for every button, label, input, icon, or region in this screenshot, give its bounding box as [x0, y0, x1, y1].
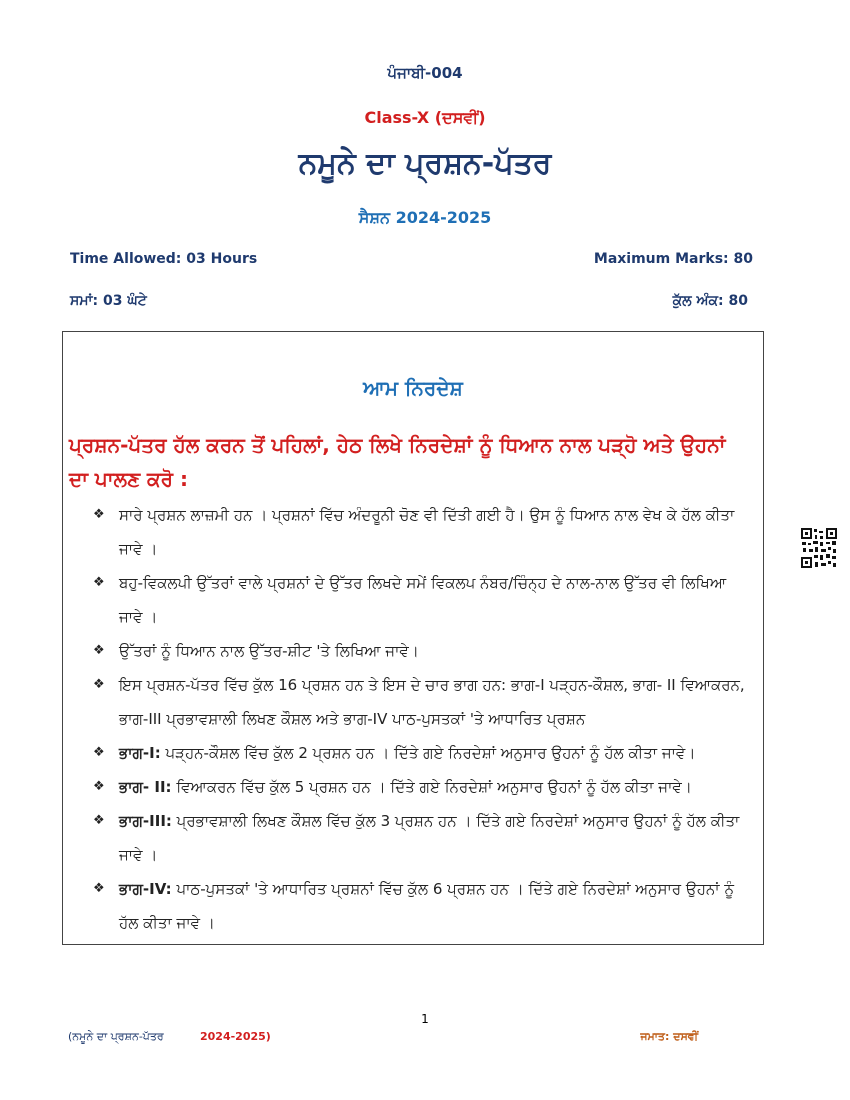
- maximum-marks-english: Maximum Marks: 80: [593, 251, 753, 267]
- instruction-item: [93, 566, 749, 634]
- bullet-icon: ❖: [93, 507, 105, 522]
- instruction-text: ਪਾਠ-ਪੁਸਤਕਾਂ 'ਤੇ ਆਧਾਰਿਤ ਪ੍ਰਸ਼ਨਾਂ ਵਿੱਚ ਕੁੱਲ 6 ਪ੍ਰਸ਼ਨ ਹਨ । ਦਿੱਤੇ ਗਏ ਨਿਰਦੇਸ਼ਾਂ ਅਨੁਸਾਰ ਉਹਨਾਂ ਨੂੰ ਹੱਲ ਕੀਤਾ ਜਾਵੇ ।: [119, 880, 735, 932]
- footer-class: ਜਮਾਤ: ਦਸਵੀਂ: [640, 1030, 698, 1043]
- bullet-icon: ❖: [93, 779, 105, 794]
- bullet-icon: ❖: [93, 881, 105, 896]
- instruction-text: ਪ੍ਰਭਾਵਸ਼ਾਲੀ ਲਿਖਣ ਕੌਸ਼ਲ ਵਿੱਚ ਕੁੱਲ 3 ਪ੍ਰਸ਼ਨ ਹਨ । ਦਿੱਤੇ ਗਏ ਨਿਰਦੇਸ਼ਾਂ ਅਨੁਸਾਰ ਉਹਨਾਂ ਨੂੰ ਹੱਲ ਕੀਤਾ ਜਾਵੇ ।: [119, 812, 740, 864]
- instruction-text: ਬਹੁ-ਵਿਕਲਪੀ ਉੱਤਰਾਂ ਵਾਲੇ ਪ੍ਰਸ਼ਨਾਂ ਦੇ ਉੱਤਰ ਲਿਖਦੇ ਸਮੇਂ ਵਿਕਲਪ ਨੰਬਰ/ਚਿੰਨ੍ਹ ਦੇ ਨਾਲ-ਨਾਲ ਉੱਤਰ ਵੀ ਲਿਖਿਆ ਜਾਵੇ ।: [119, 574, 727, 626]
- instruction-item: [93, 634, 749, 668]
- footer-left-text: (ਨਮੂਨੇ ਦਾ ਪ੍ਰਸ਼ਨ-ਪੱਤਰ: [68, 1030, 164, 1043]
- bullet-icon: ❖: [93, 813, 105, 828]
- session-label: ਸੈਸ਼ਨ 2024-2025: [358, 208, 492, 227]
- instruction-item: [93, 498, 749, 566]
- bullet-icon: ❖: [93, 575, 105, 590]
- time-allowed-english: Time Allowed: 03 Hours: [70, 251, 258, 267]
- qr-code-icon[interactable]: [800, 527, 838, 569]
- bullet-icon: ❖: [93, 745, 105, 760]
- class-label: Class-X (ਦਸਵੀਂ): [364, 108, 486, 127]
- instruction-part-label: ਭਾਗ-I:: [119, 744, 161, 762]
- instruction-text: ਇਸ ਪ੍ਰਸ਼ਨ-ਪੱਤਰ ਵਿੱਚ ਕੁੱਲ 16 ਪ੍ਰਸ਼ਨ ਹਨ ਤੇ ਇਸ ਦੇ ਚਾਰ ਭਾਗ ਹਨ: ਭਾਗ-I ਪੜ੍ਹਨ-ਕੌਸ਼ਲ, ਭਾਗ- II ਵਿਆਕਰਨ, ਭਾਗ-III ਪ੍ਰਭਾਵਸ਼ਾਲੀ ਲਿਖਣ ਕੌਸ਼ਲ ਅਤੇ ਭਾਗ-IV ਪਾਠ-ਪੁਸਤਕਾਂ 'ਤੇ ਆਧਾਰਿਤ ਪ੍ਰਸ਼ਨ: [119, 676, 745, 728]
- instruction-part-label: ਭਾਗ-IV:: [119, 880, 172, 898]
- instruction-item: [93, 770, 749, 804]
- instruction-part-label: ਭਾਗ-III:: [119, 812, 172, 830]
- instruction-text: ਉੱਤਰਾਂ ਨੂੰ ਧਿਆਨ ਨਾਲ ਉੱਤਰ-ਸ਼ੀਟ 'ਤੇ ਲਿਖਿਆ ਜਾਵੇ।: [119, 642, 419, 660]
- instruction-text: ਪੜ੍ਹਨ-ਕੌਸ਼ਲ ਵਿੱਚ ਕੁੱਲ 2 ਪ੍ਰਸ਼ਨ ਹਨ । ਦਿੱਤੇ ਗਏ ਨਿਰਦੇਸ਼ਾਂ ਅਨੁਸਾਰ ਉਹਨਾਂ ਨੂੰ ਹੱਲ ਕੀਤਾ ਜਾਵੇ।: [160, 744, 696, 762]
- page-title: ਨਮੂਨੇ ਦਾ ਪ੍ਰਸ਼ਨ-ਪੱਤਰ: [298, 146, 552, 181]
- instruction-item: [93, 804, 749, 872]
- instruction-text: ਵਿਆਕਰਨ ਵਿੱਚ ਕੁੱਲ 5 ਪ੍ਰਸ਼ਨ ਹਨ । ਦਿੱਤੇ ਗਏ ਨਿਰਦੇਸ਼ਾਂ ਅਨੁਸਾਰ ਉਹਨਾਂ ਨੂੰ ਹੱਲ ਕੀਤਾ ਜਾਵੇ।: [171, 778, 692, 796]
- bullet-icon: ❖: [93, 677, 105, 692]
- footer-year: 2024-2025): [200, 1030, 271, 1043]
- time-allowed-punjabi: ਸਮਾਂ: 03 ਘੰਟੇ: [70, 293, 147, 309]
- instructions-box: [62, 331, 764, 945]
- instructions-intro: ਪ੍ਰਸ਼ਨ-ਪੱਤਰ ਹੱਲ ਕਰਨ ਤੋਂ ਪਹਿਲਾਂ, ਹੇਠ ਲਿਖੇ ਨਿਰਦੇਸ਼ਾਂ ਨੂੰ ਧਿਆਨ ਨਾਲ ਪੜ੍ਹੋ ਅਤੇ ਉਹਨਾਂ ਦਾ ਪਾਲਣ ਕਰੋ :: [69, 433, 726, 491]
- page-number: 1: [421, 1012, 429, 1026]
- bullet-icon: ❖: [93, 643, 105, 658]
- instruction-part-label: ਭਾਗ- II:: [119, 778, 172, 796]
- instruction-item: [93, 736, 749, 770]
- instruction-item: [93, 872, 749, 940]
- total-marks-punjabi: ਕੁੱਲ ਅੰਕ: 80: [672, 293, 748, 309]
- instruction-item: [93, 668, 749, 736]
- instruction-text: ਸਾਰੇ ਪ੍ਰਸ਼ਨ ਲਾਜ਼ਮੀ ਹਨ । ਪ੍ਰਸ਼ਨਾਂ ਵਿੱਚ ਅੰਦਰੂਨੀ ਚੋਣ ਵੀ ਦਿੱਤੀ ਗਈ ਹੈ। ਉਸ ਨੂੰ ਧਿਆਨ ਨਾਲ ਵੇਖ ਕੇ ਹੱਲ ਕੀਤਾ ਜਾਵੇ ।: [119, 506, 735, 558]
- subject-code: ਪੰਜਾਬੀ-004: [387, 64, 463, 82]
- instructions-list: [93, 498, 749, 940]
- instructions-title: ਆਮ ਨਿਰਦੇਸ਼: [363, 376, 463, 400]
